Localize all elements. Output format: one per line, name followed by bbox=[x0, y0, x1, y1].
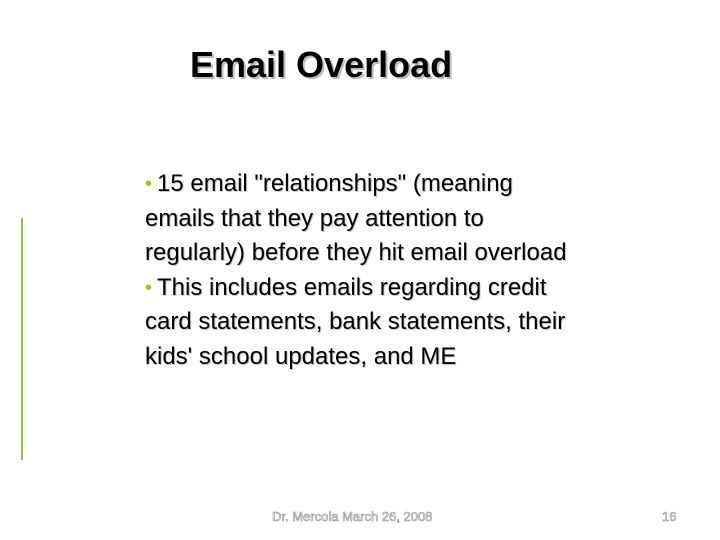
accent-rule bbox=[21, 218, 23, 460]
bullet-icon: • bbox=[145, 173, 153, 195]
page-number: 16 bbox=[662, 509, 677, 524]
slide-title: Email Overload bbox=[190, 44, 453, 85]
bullet-item bbox=[145, 271, 585, 375]
footer-text: Dr. Mercola March 26, 2008 bbox=[272, 509, 433, 524]
bullet-item bbox=[145, 167, 585, 271]
bullet-text: 15 email "relationships" (meaning emails that they pay attention to regularly) before they hit email overload bbox=[145, 170, 567, 266]
bullet-icon: • bbox=[145, 276, 153, 299]
bullet-list bbox=[145, 167, 585, 374]
bullet-text: This includes emails regarding credit card statements, bank statements, their kids' school updates, and ME bbox=[145, 273, 566, 370]
